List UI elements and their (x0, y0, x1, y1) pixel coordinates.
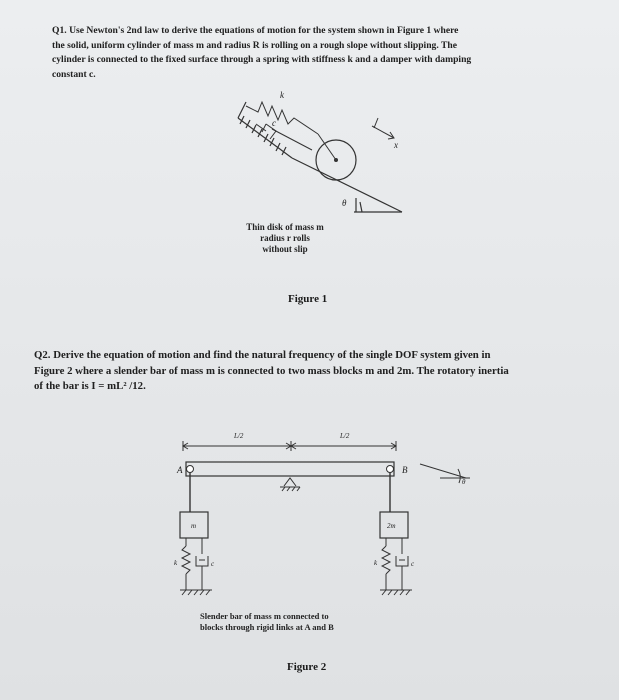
label-x-fig1: x (394, 140, 398, 150)
label-k-left: k (174, 559, 178, 567)
spring-k (246, 102, 318, 134)
dim-right-label: L/2 (340, 432, 350, 440)
figure-2-title: Figure 2 (287, 661, 327, 673)
figure-1-caption-line-3: without slip (262, 244, 308, 254)
slender-bar (186, 462, 394, 476)
figure-1-title: Figure 1 (288, 293, 328, 305)
label-c-right: c (411, 560, 415, 568)
question-2-line-3: of the bar is I = mL² /12. (34, 380, 146, 393)
label-c-fig1: c (272, 118, 276, 128)
question-2-line-1: Derive the equation of motion and find the natural frequency of the single DOF system given in (53, 349, 491, 361)
label-c-left: c (211, 560, 215, 568)
dimension-line (183, 441, 396, 451)
figure-2-caption-line-1: Slender bar of mass m connected to (200, 611, 329, 621)
question-2-label: Q2. (34, 349, 51, 361)
figure-1-caption-line-1: Thin disk of mass m (246, 222, 324, 232)
pin-B (387, 466, 394, 473)
question-1-line-3: cylinder is connected to the fixed surface through a spring with stiffness k and a damper with damping (52, 54, 472, 66)
label-k-fig1: k (280, 90, 284, 100)
question-1-line-4: constant c. (52, 68, 96, 80)
label-A: A (177, 465, 183, 475)
spring-damper-right (380, 538, 412, 595)
label-B: B (402, 465, 408, 475)
x-direction-arrow (372, 118, 394, 139)
question-1-line-2: the solid, uniform cylinder of mass m and radius R is rolling on a rough slope without slipping. The (52, 39, 457, 51)
figure-2-caption-line-2: blocks through rigid links at A and B (200, 622, 334, 632)
question-2-line-2: Figure 2 where a slender bar of mass m is connected to two mass blocks m and 2m. The rotatory inertia (34, 364, 509, 377)
question-1-label: Q1. (52, 25, 67, 36)
mass-left-label: m (191, 522, 197, 530)
label-theta-fig1: θ (342, 198, 347, 208)
label-theta-fig2: θ (462, 478, 466, 486)
question-1-line-1: Use Newton's 2nd law to derive the equations of motion for the system shown in Figure 1 where (69, 25, 459, 36)
pin-A (187, 466, 194, 473)
mass-right-label: 2m (387, 522, 396, 530)
figure-1-caption-line-2: radius r rolls (260, 233, 310, 243)
center-pivot (280, 478, 300, 491)
dim-left-label: L/2 (234, 432, 244, 440)
incline-slope (292, 158, 402, 212)
question-2-text (34, 348, 599, 395)
label-k-right: k (374, 559, 378, 567)
figure-2-caption (200, 611, 400, 633)
spring-damper-left (180, 538, 212, 595)
figure-1-caption (230, 222, 340, 255)
